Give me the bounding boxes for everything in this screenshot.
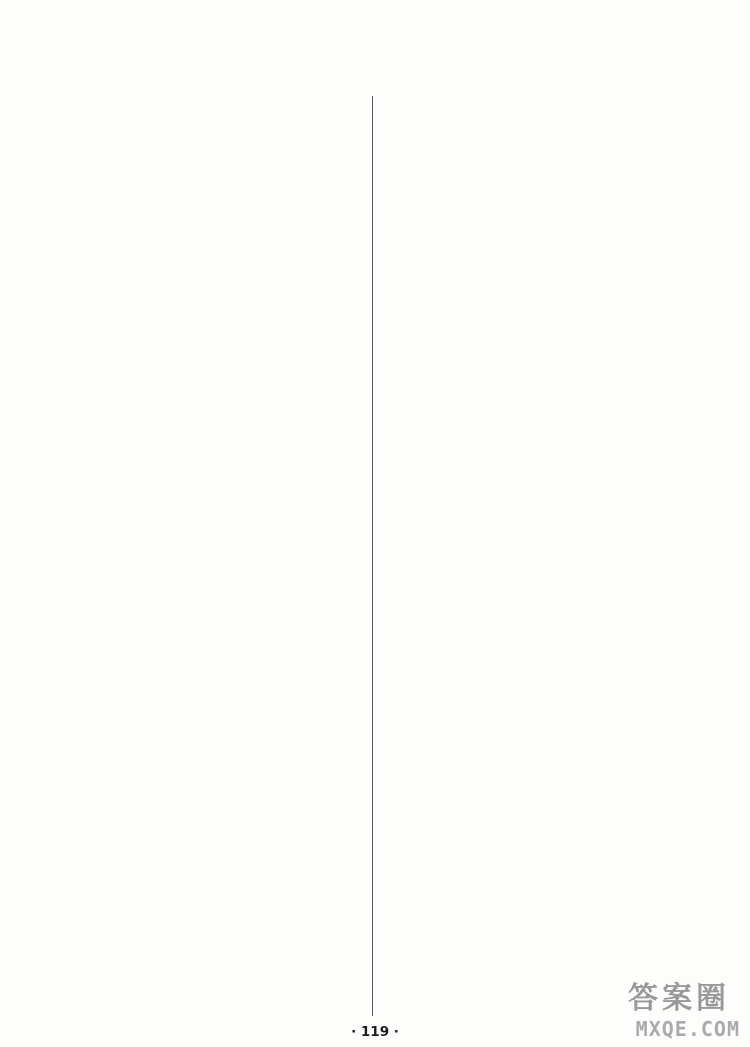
- watermark-url: MXQE.COM: [635, 1017, 740, 1041]
- page-number: · 119 ·: [351, 1024, 399, 1040]
- watermark-logo: 答案圈: [628, 981, 730, 1016]
- column-divider: [372, 96, 373, 1016]
